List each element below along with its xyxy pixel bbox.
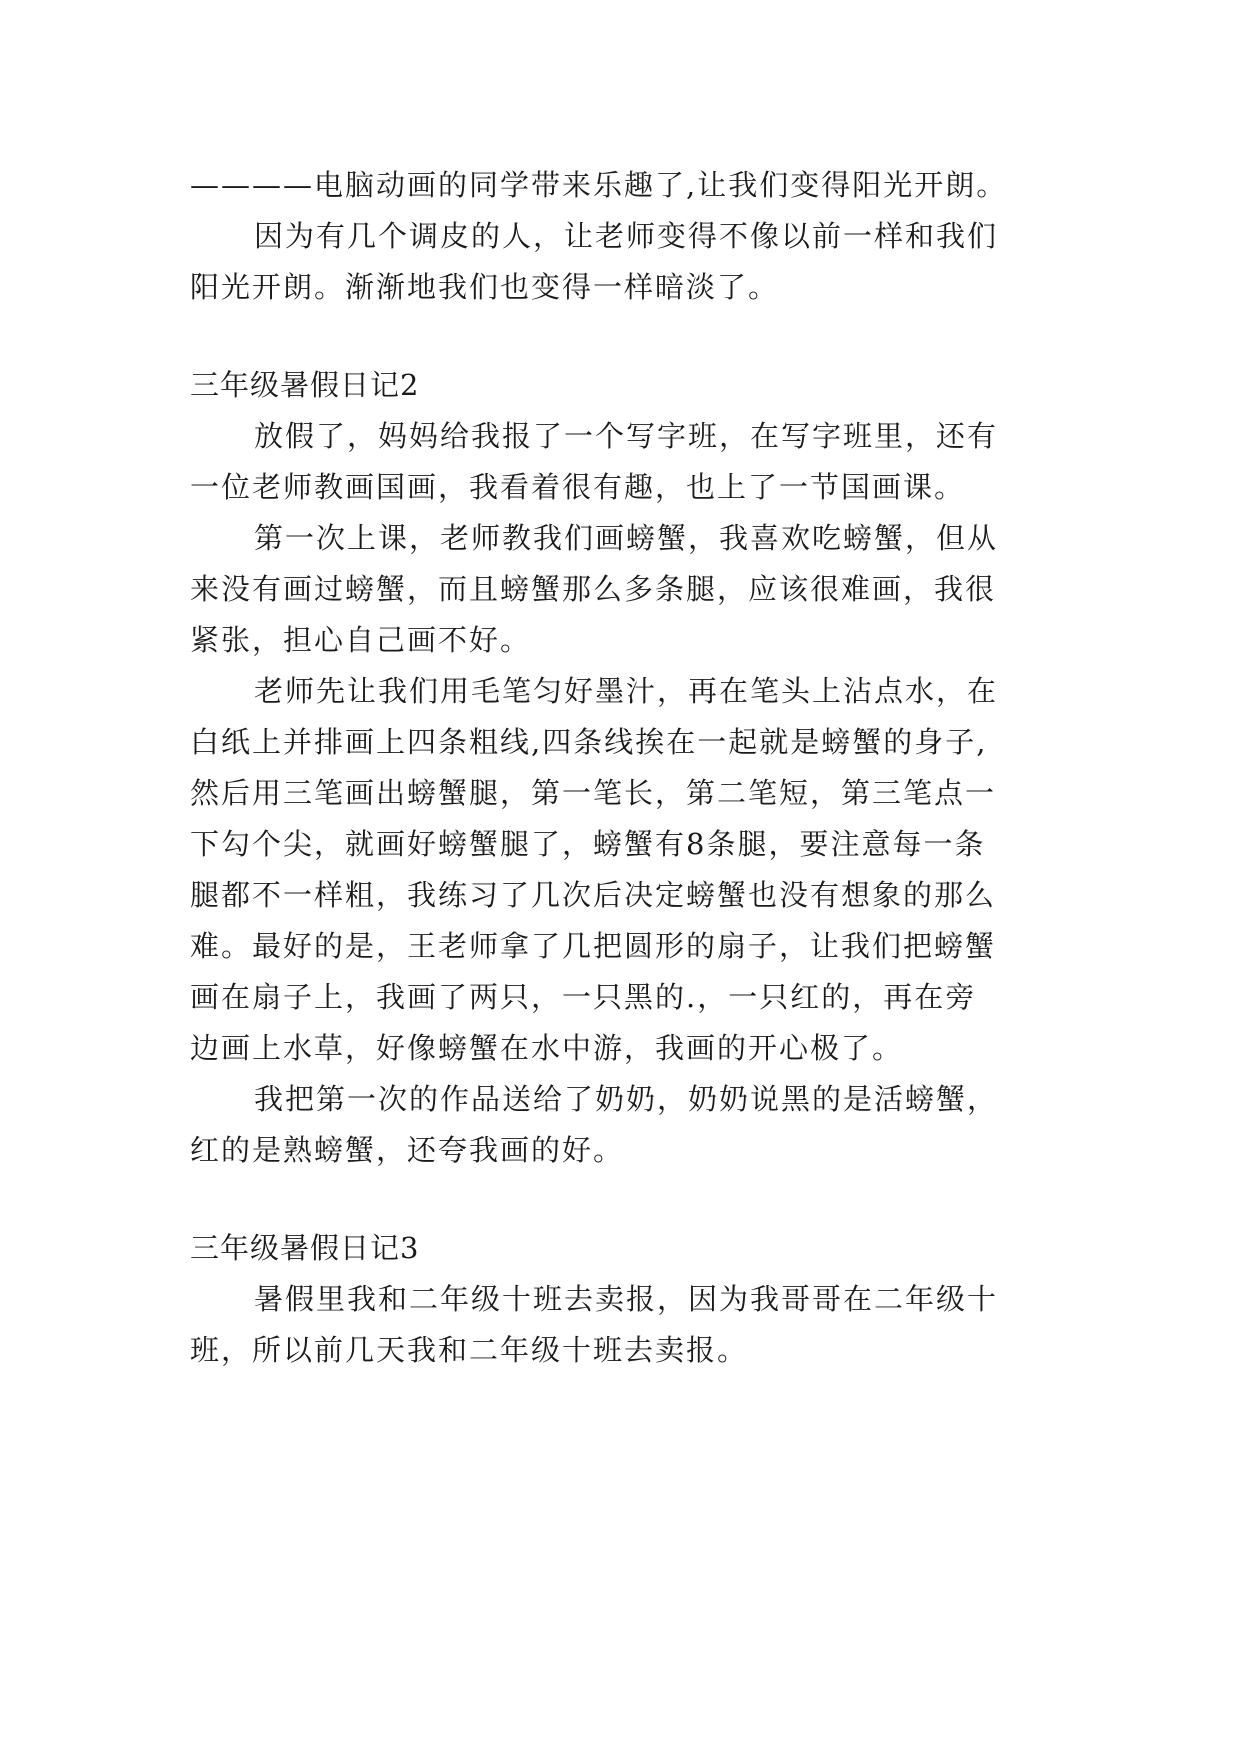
paragraph-line: ————电脑动画的同学带来乐趣了,让我们变得阳光开朗。 bbox=[190, 168, 1008, 202]
diary-title-3: 三年级暑假日记3 bbox=[190, 1231, 420, 1265]
document-body bbox=[190, 160, 1090, 1376]
paragraph-line: 我把第一次的作品送给了奶奶，奶奶说黑的是活螃蟹， bbox=[254, 1082, 999, 1116]
paragraph-line: 然后用三笔画出螃蟹腿，第一笔长，第二笔短，第三笔点一 bbox=[190, 776, 997, 810]
paragraph-line: 白纸上并排画上四条粗线,四条线挨在一起就是螃蟹的身子, bbox=[190, 725, 988, 759]
diary-title-2: 三年级暑假日记2 bbox=[190, 368, 420, 402]
paragraph-line: 来没有画过螃蟹，而且螃蟹那么多条腿，应该很难画，我很 bbox=[190, 572, 997, 606]
section-spacer bbox=[190, 1176, 1090, 1223]
paragraph-line: 因为有几个调皮的人，让老师变得不像以前一样和我们 bbox=[254, 219, 999, 253]
paragraph-line: 紧张，担心自己画不好。 bbox=[190, 623, 532, 657]
paragraph-line: 下勾个尖，就画好螃蟹腿了，螃蟹有8条腿，要注意每一条 bbox=[190, 827, 986, 861]
paragraph-line: 阳光开朗。渐渐地我们也变得一样暗淡了。 bbox=[190, 270, 780, 304]
paragraph-line: 红的是熟螃蟹，还夸我画的好。 bbox=[190, 1133, 625, 1167]
paragraph-line: 老师先让我们用毛笔匀好墨汁，再在笔头上沾点水，在 bbox=[254, 674, 999, 708]
paragraph-line: 腿都不一样粗，我练习了几次后决定螃蟹也没有想象的那么 bbox=[190, 878, 997, 912]
paragraph-line: 暑假里我和二年级十班去卖报，因为我哥哥在二年级十 bbox=[254, 1282, 999, 1316]
paragraph-line: 边画上水草，好像螃蟹在水中游，我画的开心极了。 bbox=[190, 1031, 904, 1065]
section-spacer bbox=[190, 313, 1090, 360]
paragraph-line: 画在扇子上，我画了两只，一只黑的.，一只红的，再在旁 bbox=[190, 980, 977, 1014]
paragraph-line: 放假了，妈妈给我报了一个写字班，在写字班里，还有 bbox=[254, 419, 999, 453]
paragraph-line: 班，所以前几天我和二年级十班去卖报。 bbox=[190, 1333, 749, 1367]
paragraph-line: 第一次上课，老师教我们画螃蟹，我喜欢吃螃蟹，但从 bbox=[254, 521, 999, 555]
paragraph-line: 难。最好的是，王老师拿了几把圆形的扇子，让我们把螃蟹 bbox=[190, 929, 997, 963]
paragraph-line: 一位老师教画国画，我看着很有趣，也上了一节国画课。 bbox=[190, 470, 966, 504]
